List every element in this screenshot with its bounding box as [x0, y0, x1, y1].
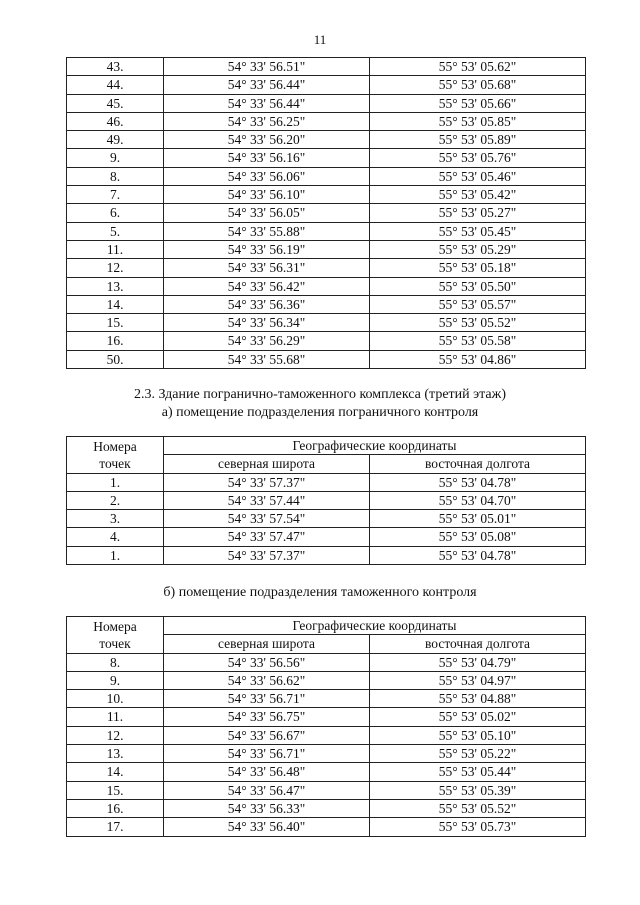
table-row: [67, 167, 586, 185]
longitude-cell: 55° 53' 04.86": [370, 350, 586, 368]
latitude-cell: 54° 33' 56.44": [164, 94, 370, 112]
longitude-cell: 55° 53' 04.78": [370, 473, 586, 491]
table2-header: [67, 437, 586, 474]
latitude-cell: 54° 33' 55.68": [164, 350, 370, 368]
latitude-cell: 54° 33' 56.05": [164, 204, 370, 222]
points-header-line2: точек: [99, 635, 131, 651]
table-row: [67, 94, 586, 112]
longitude-cell: 55° 53' 05.62": [370, 58, 586, 76]
latitude-header: северная широта: [164, 635, 370, 653]
point-number-cell: 3.: [67, 510, 164, 528]
table-row: [67, 708, 586, 726]
point-number-cell: 1.: [67, 473, 164, 491]
table-row: [67, 240, 586, 258]
latitude-cell: 54° 33' 56.36": [164, 295, 370, 313]
table-row: [67, 204, 586, 222]
table-row: [67, 653, 586, 671]
point-number-cell: 9.: [67, 671, 164, 689]
table3-body: [67, 653, 586, 836]
longitude-cell: 55° 53' 05.29": [370, 240, 586, 258]
latitude-cell: 54° 33' 57.37": [164, 473, 370, 491]
table-row: [67, 259, 586, 277]
longitude-cell: 55° 53' 04.97": [370, 671, 586, 689]
point-number-cell: 2.: [67, 491, 164, 509]
table-row: [67, 149, 586, 167]
latitude-cell: 54° 33' 57.54": [164, 510, 370, 528]
point-number-cell: 4.: [67, 528, 164, 546]
point-number-cell: 43.: [67, 58, 164, 76]
point-number-cell: 17.: [67, 818, 164, 836]
latitude-cell: 54° 33' 56.47": [164, 781, 370, 799]
longitude-cell: 55° 53' 05.76": [370, 149, 586, 167]
longitude-header: восточная долгота: [370, 455, 586, 473]
point-number-cell: 16.: [67, 332, 164, 350]
latitude-cell: 54° 33' 56.10": [164, 186, 370, 204]
point-number-cell: 11.: [67, 240, 164, 258]
point-number-cell: 15.: [67, 314, 164, 332]
table-row: [67, 510, 586, 528]
longitude-cell: 55° 53' 05.66": [370, 94, 586, 112]
page-number: 11: [313, 32, 327, 47]
longitude-cell: 55° 53' 05.22": [370, 745, 586, 763]
latitude-cell: 54° 33' 56.51": [164, 58, 370, 76]
longitude-cell: 55° 53' 05.08": [370, 528, 586, 546]
longitude-cell: 55° 53' 05.52": [370, 314, 586, 332]
longitude-cell: 55° 53' 05.18": [370, 259, 586, 277]
table-row: [67, 763, 586, 781]
table-row: [67, 186, 586, 204]
latitude-cell: 54° 33' 56.20": [164, 131, 370, 149]
latitude-cell: 54° 33' 56.31": [164, 259, 370, 277]
table-row: [67, 491, 586, 509]
point-number-cell: 8.: [67, 653, 164, 671]
longitude-cell: 55° 53' 05.57": [370, 295, 586, 313]
point-number-cell: 7.: [67, 186, 164, 204]
longitude-cell: 55° 53' 05.44": [370, 763, 586, 781]
longitude-cell: 55° 53' 04.78": [370, 546, 586, 564]
latitude-cell: 54° 33' 56.40": [164, 818, 370, 836]
border-control-coordinates-table: [66, 436, 586, 565]
table-row: [67, 690, 586, 708]
longitude-cell: 55° 53' 05.42": [370, 186, 586, 204]
table-row: [67, 350, 586, 368]
latitude-cell: 54° 33' 56.71": [164, 690, 370, 708]
point-number-cell: 12.: [67, 726, 164, 744]
subsection-customs-control-title: б) помещение подразделения таможенного контроля: [163, 585, 477, 600]
longitude-cell: 55° 53' 05.39": [370, 781, 586, 799]
latitude-cell: 54° 33' 56.56": [164, 653, 370, 671]
point-number-cell: 5.: [67, 222, 164, 240]
longitude-cell: 55° 53' 05.73": [370, 818, 586, 836]
customs-control-coordinates-table: [66, 616, 586, 837]
longitude-cell: 55° 53' 05.85": [370, 112, 586, 130]
table1-body: [67, 58, 586, 369]
coordinates-header: Географические координаты: [164, 437, 586, 455]
latitude-cell: 54° 33' 56.25": [164, 112, 370, 130]
table-row: [67, 314, 586, 332]
table-row: [67, 671, 586, 689]
latitude-cell: 54° 33' 56.75": [164, 708, 370, 726]
longitude-cell: 55° 53' 05.58": [370, 332, 586, 350]
table-row: [67, 295, 586, 313]
table-row: [67, 58, 586, 76]
latitude-cell: 54° 33' 56.67": [164, 726, 370, 744]
point-number-cell: 6.: [67, 204, 164, 222]
point-number-cell: 45.: [67, 94, 164, 112]
latitude-cell: 54° 33' 57.44": [164, 491, 370, 509]
latitude-cell: 54° 33' 56.62": [164, 671, 370, 689]
point-number-cell: 10.: [67, 690, 164, 708]
latitude-cell: 54° 33' 56.48": [164, 763, 370, 781]
table3-header: [67, 617, 586, 654]
table2-body: [67, 473, 586, 564]
latitude-cell: 54° 33' 56.42": [164, 277, 370, 295]
table-row: [67, 528, 586, 546]
coordinates-header: Географические координаты: [164, 617, 586, 635]
point-number-cell: 13.: [67, 277, 164, 295]
point-number-cell: 13.: [67, 745, 164, 763]
longitude-header: восточная долгота: [370, 635, 586, 653]
point-number-cell: 16.: [67, 799, 164, 817]
latitude-cell: 54° 33' 57.47": [164, 528, 370, 546]
point-number-cell: 44.: [67, 76, 164, 94]
latitude-cell: 54° 33' 56.44": [164, 76, 370, 94]
longitude-cell: 55° 53' 05.89": [370, 131, 586, 149]
latitude-cell: 54° 33' 56.06": [164, 167, 370, 185]
point-number-cell: 14.: [67, 763, 164, 781]
latitude-cell: 54° 33' 56.19": [164, 240, 370, 258]
points-header-line2: точек: [99, 455, 131, 471]
longitude-cell: 55° 53' 04.70": [370, 491, 586, 509]
point-number-cell: 8.: [67, 167, 164, 185]
latitude-cell: 54° 33' 56.29": [164, 332, 370, 350]
points-header-line1: Номера: [93, 618, 137, 634]
longitude-cell: 55° 53' 05.27": [370, 204, 586, 222]
table-row: [67, 112, 586, 130]
latitude-header: северная широта: [164, 455, 370, 473]
point-number-cell: 14.: [67, 295, 164, 313]
subsection-border-control-title: а) помещение подразделения пограничного контроля: [161, 405, 479, 420]
longitude-cell: 55° 53' 05.50": [370, 277, 586, 295]
longitude-cell: 55° 53' 05.46": [370, 167, 586, 185]
point-number-cell: 50.: [67, 350, 164, 368]
longitude-cell: 55° 53' 05.02": [370, 708, 586, 726]
latitude-cell: 54° 33' 56.16": [164, 149, 370, 167]
table-row: [67, 745, 586, 763]
section-title: 2.3. Здание погранично-таможенного комплекса (третий этаж): [134, 387, 506, 402]
table-row: [67, 222, 586, 240]
point-number-cell: 12.: [67, 259, 164, 277]
points-column-header: [67, 617, 164, 654]
latitude-cell: 54° 33' 56.34": [164, 314, 370, 332]
latitude-cell: 54° 33' 57.37": [164, 546, 370, 564]
point-number-cell: 46.: [67, 112, 164, 130]
latitude-cell: 54° 33' 56.33": [164, 799, 370, 817]
table-row: [67, 546, 586, 564]
table-row: [67, 277, 586, 295]
point-number-cell: 15.: [67, 781, 164, 799]
table-row: [67, 76, 586, 94]
table-row: [67, 781, 586, 799]
point-number-cell: 9.: [67, 149, 164, 167]
point-number-cell: 1.: [67, 546, 164, 564]
latitude-cell: 54° 33' 56.71": [164, 745, 370, 763]
longitude-cell: 55° 53' 05.10": [370, 726, 586, 744]
table-row: [67, 726, 586, 744]
longitude-cell: 55° 53' 05.01": [370, 510, 586, 528]
table-row: [67, 818, 586, 836]
longitude-cell: 55° 53' 05.45": [370, 222, 586, 240]
point-number-cell: 11.: [67, 708, 164, 726]
points-column-header: [67, 437, 164, 474]
table-row: [67, 799, 586, 817]
longitude-cell: 55° 53' 05.52": [370, 799, 586, 817]
table-row: [67, 131, 586, 149]
table-row: [67, 473, 586, 491]
points-header-line1: Номера: [93, 438, 137, 454]
table-row: [67, 332, 586, 350]
latitude-cell: 54° 33' 55.88": [164, 222, 370, 240]
longitude-cell: 55° 53' 05.68": [370, 76, 586, 94]
coordinates-table-continued: [66, 57, 586, 369]
longitude-cell: 55° 53' 04.79": [370, 653, 586, 671]
longitude-cell: 55° 53' 04.88": [370, 690, 586, 708]
point-number-cell: 49.: [67, 131, 164, 149]
